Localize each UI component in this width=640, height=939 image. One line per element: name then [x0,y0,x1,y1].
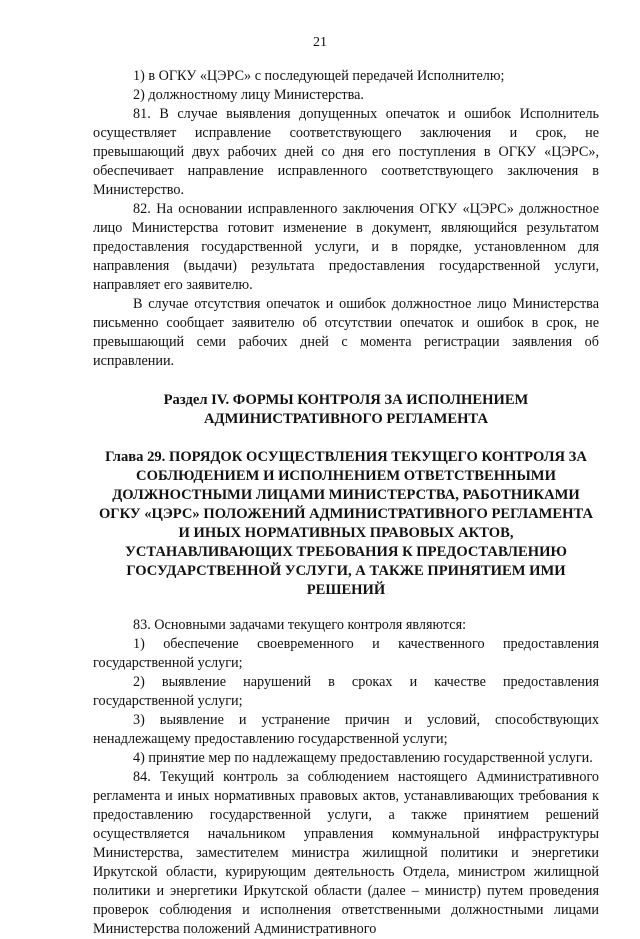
page-number: 21 [313,35,327,50]
clause-83-item-1: 1) обеспечение своевременного и качественного предоставления государственной услуги; [93,636,599,671]
clause-82-continuation: В случае отсутствия опечаток и ошибок должностное лицо Министерства письменно сообщает заявителю об отсутствии опечаток и ошибок в срок, не превышающий семи рабочих дней с момента регистрации заявления об исправлении. [93,296,599,369]
clause-83: 83. Основными задачами текущего контроля являются: [133,617,467,633]
clause-82: 82. На основании исправленного заключения ОГКУ «ЦЭРС» должностное лицо Министерства готовит изменение в документ, являющийся результатом предоставления государственной услуги, и в порядке, установленном для направления (выдачи) результата предоставления государственной услуги, направляет его заявителю. [93,201,599,293]
section-heading: Раздел IV. ФОРМЫ КОНТРОЛЯ ЗА ИСПОЛНЕНИЕМ АДМИНИСТРАТИВНОГО РЕГЛАМЕНТА [163,392,529,427]
clause-83-item-3: 3) выявление и устранение причин и условий, способствующих ненадлежащему предоставлению государственной услуги; [93,712,599,747]
chapter-heading: Глава 29. ПОРЯДОК ОСУЩЕСТВЛЕНИЯ ТЕКУЩЕГО КОНТРОЛЯ ЗА СОБЛЮДЕНИЕМ И ИСПОЛНЕНИЕМ ОТВЕТСТВЕННЫМИ ДОЛЖНОСТНЫМИ ЛИЦАМИ МИНИСТЕРСТВА, РАБОТНИКАМИ ОГКУ «ЦЭРС» ПОЛОЖЕНИЙ АДМИНИСТРАТИВНОГО РЕГЛАМЕНТА И ИНЫХ НОРМАТИВНЫХ ПРАВОВЫХ АКТОВ, УСТАНАВЛИВАЮЩИХ ТРЕБОВАНИЯ К ПРЕДОСТАВЛЕНИЮ ГОСУДАРСТВЕННОЙ УСЛУГИ, А ТАКЖЕ ПРИНЯТИЕМ ИМИ РЕШЕНИЙ [98,449,594,598]
page-content [93,67,599,939]
clause-81: 81. В случае выявления допущенных опечаток и ошибок Исполнитель осуществляет исправление соответствующего заключения и срок, не превышающий двух рабочих дней со дня его поступления в ОГКУ «ЦЭРС», обеспечивает направление исправленного соответствующего заключения в Министерство. [93,106,599,198]
clause-83-item-4: 4) принятие мер по надлежащему предоставлению государственной услуги. [133,750,593,766]
list-item-recipient-1: 1) в ОГКУ «ЦЭРС» с последующей передачей Исполнителю; [133,68,505,84]
clause-84: 84. Текущий контроль за соблюдением настоящего Административного регламента и иных нормативных правовых актов, устанавливающих требования к предоставлению государственной услуги, а также принятием решений осуществляется начальником управления коммунальной инфраструктуры Министерства, заместителем министра жилищной политики и энергетики Иркутской области, курирующим деятельность Отдела, министром жилищной политики и энергетики Иркутской области (далее – министр) путем проведения проверок соблюдения и исполнения ответственными должностными лицами Министерства положений Административного [93,769,599,937]
list-item-recipient-2: 2) должностному лицу Министерства. [133,87,364,103]
clause-83-item-2: 2) выявление нарушений в сроках и качестве предоставления государственной услуги; [93,674,599,709]
spacer [93,600,599,616]
